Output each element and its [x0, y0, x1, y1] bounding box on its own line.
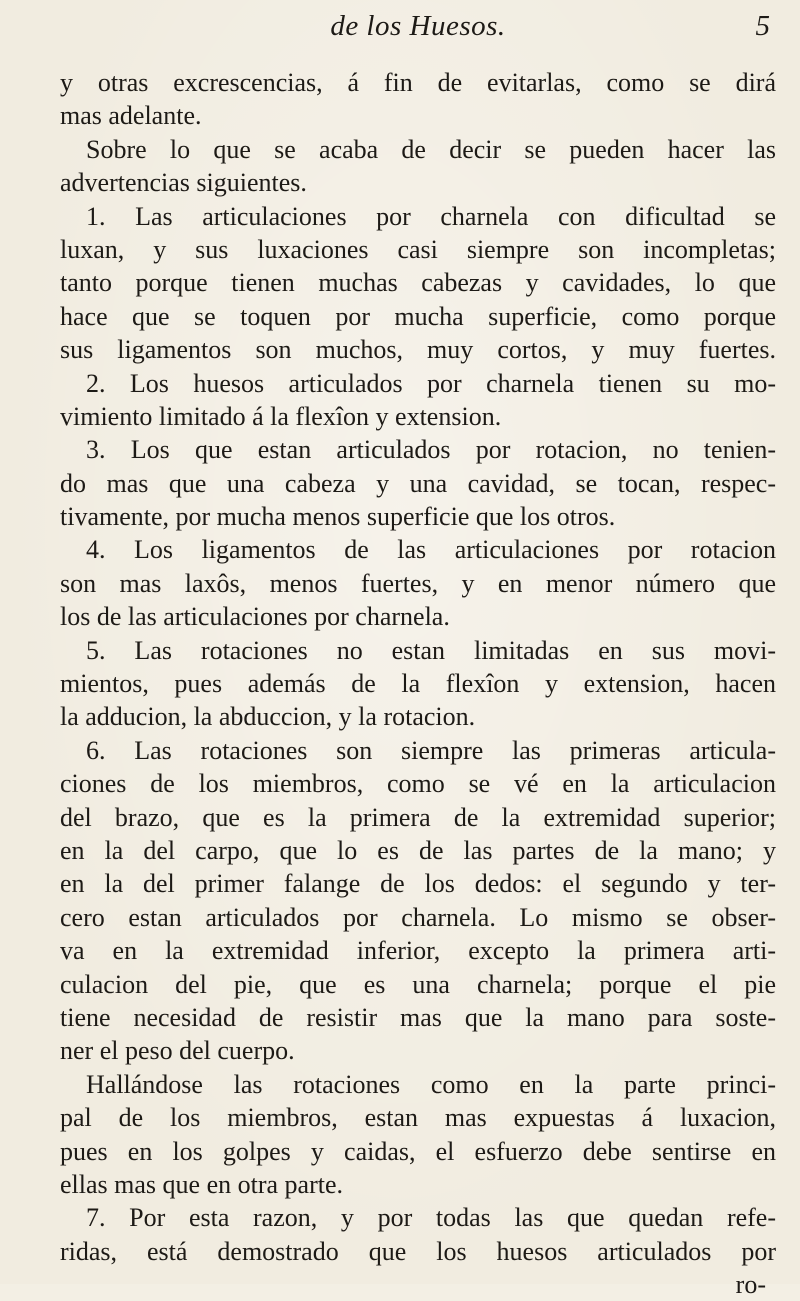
text-line: tanto porque tienen muchas cabezas y cavidades, lo que: [60, 268, 776, 298]
running-title: de los Huesos.: [330, 10, 506, 42]
text-line: del brazo, que es la primera de la extremidad superior;: [60, 802, 776, 832]
text-line: 1. Las articulaciones por charnela con dificultad se: [86, 201, 776, 231]
text-line: ciones de los miembros, como se vé en la articulacion: [60, 769, 776, 799]
text-line: advertencias siguientes.: [60, 168, 307, 198]
text-line: hace que se toquen por mucha superficie, como porque: [60, 301, 776, 331]
text-line: vimiento limitado á la flexîon y extension.: [60, 401, 502, 431]
text-line: ellas mas que en otra parte.: [60, 1169, 343, 1199]
text-line: ridas, está demostrado que los huesos articulados por: [60, 1236, 776, 1266]
text-line: en la del primer falange de los dedos: el segundo y ter-: [60, 869, 776, 899]
text-line: mientos, pues además de la flexîon y extension, hacen: [60, 669, 776, 699]
catchword: ro-: [735, 1270, 766, 1300]
text-line: sus ligamentos son muchos, muy cortos, y muy fuertes.: [60, 335, 776, 365]
text-line: tivamente, por mucha menos superficie que los otros.: [60, 502, 616, 532]
text-line: do mas que una cabeza y una cavidad, se tocan, respec-: [60, 468, 776, 498]
text-line: son mas laxôs, menos fuertes, y en menor número que: [60, 568, 776, 598]
text-line: en la del carpo, que lo es de las partes de la mano; y: [60, 835, 776, 865]
text-line: 2. Los huesos articulados por charnela tienen su mo-: [86, 368, 776, 398]
text-line: Hallándose las rotaciones como en la parte princi-: [86, 1069, 776, 1099]
body-text: [60, 66, 776, 1301]
text-line: 7. Por esta razon, y por todas las que quedan refe-: [86, 1203, 776, 1233]
text-line: los de las articulaciones por charnela.: [60, 602, 450, 632]
text-line: la adducion, la abduccion, y la rotacion.: [60, 702, 476, 732]
text-line: 3. Los que estan articulados por rotacion, no tenien-: [86, 435, 776, 465]
text-line: cero estan articulados por charnela. Lo mismo se obser-: [60, 902, 776, 932]
text-line: pal de los miembros, estan mas expuestas á luxacion,: [60, 1103, 776, 1133]
page-number: 5: [755, 10, 770, 42]
text-line: 6. Las rotaciones son siempre las primeras articula-: [86, 735, 776, 765]
text-line: pues en los golpes y caidas, el esfuerzo debe sentirse en: [60, 1136, 776, 1166]
text-line: ner el peso del cuerpo.: [60, 1036, 295, 1066]
text-line: tiene necesidad de resistir mas que la mano para soste-: [60, 1002, 776, 1032]
text-line: 4. Los ligamentos de las articulaciones por rotacion: [86, 535, 776, 565]
text-line: 5. Las rotaciones no estan limitadas en sus movi-: [86, 635, 776, 665]
text-line: Sobre lo que se acaba de decir se pueden hacer las: [86, 134, 776, 164]
text-line: va en la extremidad inferior, excepto la primera arti-: [60, 936, 776, 966]
text-line: mas adelante.: [60, 101, 202, 131]
text-line: y otras excrescencias, á fin de evitarlas, como se dirá: [60, 68, 776, 97]
text-line: luxan, y sus luxaciones casi siempre son incompletas;: [60, 234, 776, 264]
running-head: [60, 10, 776, 50]
text-line: culacion del pie, que es una charnela; porque el pie: [60, 969, 776, 999]
